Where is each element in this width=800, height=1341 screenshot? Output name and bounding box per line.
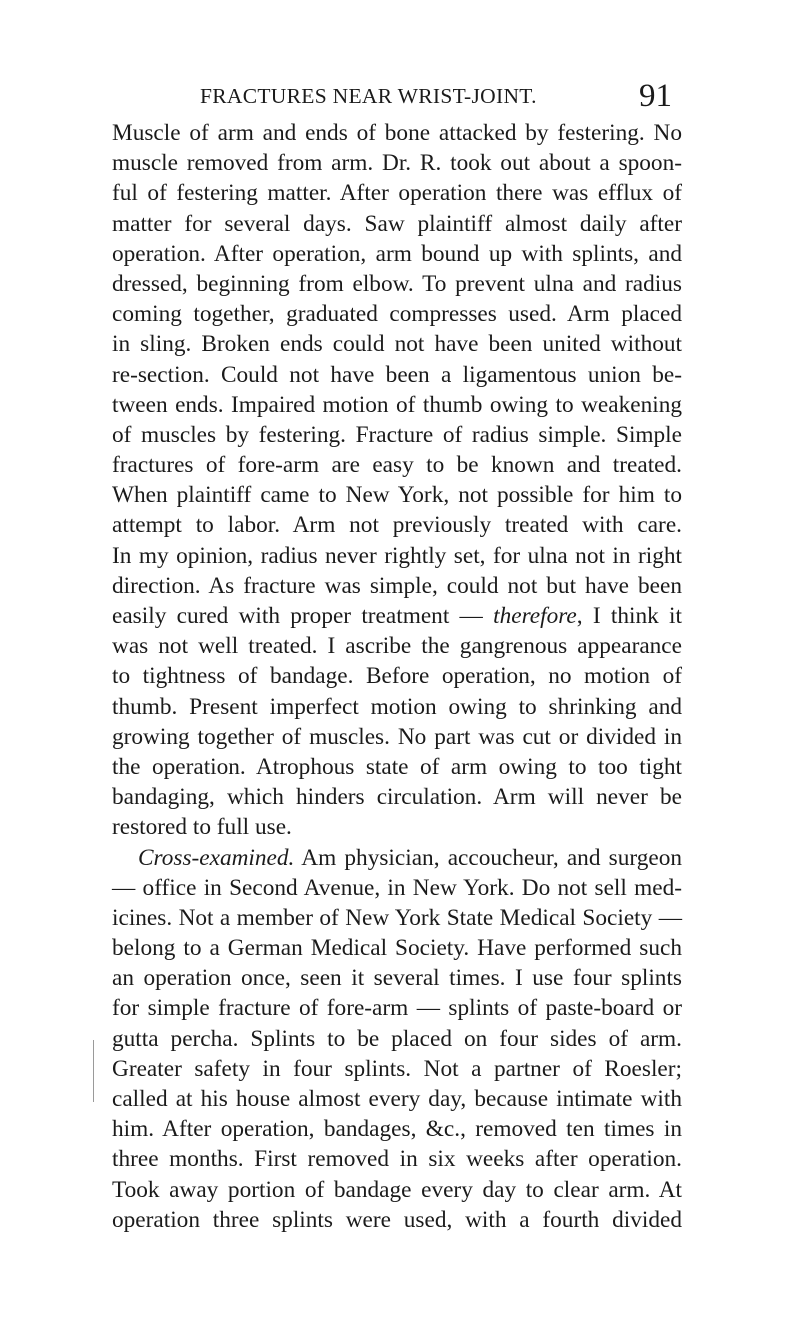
line-text: easily cured with proper treatment — [112, 603, 494, 629]
text-line [112, 1114, 682, 1144]
line-text: thumb. Present imperfect motion owing to shrinking and [112, 693, 682, 720]
line-text: fractures of fore-arm are easy to be known and treated. [112, 452, 682, 479]
line-text: Am physician, accoucheur, and surgeon [294, 844, 682, 871]
text-line [112, 843, 682, 873]
line-text: bandaging, which hinders circulation. Arm will never be [112, 784, 682, 811]
line-text: in sling. Broken ends could not have been united without [112, 331, 682, 358]
line-text: tween ends. Impaired motion of thumb owing to weakening [112, 391, 682, 418]
line-text: operation. After operation, arm bound up with splints, and [112, 240, 682, 267]
text-line [112, 873, 682, 903]
line-text: three months. First removed in six weeks after operation. [112, 1146, 682, 1173]
text-line [112, 1024, 682, 1054]
text-line [112, 541, 682, 571]
line-text: — office in Second Avenue, in New York. Do not sell med- [112, 874, 682, 901]
text-line [112, 571, 682, 601]
page-number: 91 [639, 78, 672, 114]
line-text: the operation. Atrophous state of arm owing to too tight [112, 753, 682, 780]
text-line [112, 933, 682, 963]
line-text: coming together, graduated compresses used. Arm placed [112, 301, 682, 328]
text-line [112, 812, 682, 842]
line-text: When plaintiff came to New York, not possible for him to [112, 482, 682, 509]
line-text: re-section. Could not have been a ligamentous union be- [112, 361, 682, 388]
line-text: for simple fracture of fore-arm — splints of paste-board or [112, 995, 682, 1022]
text-line [112, 390, 682, 420]
line-text: dressed, beginning from elbow. To prevent ulna and radius [112, 270, 682, 297]
text-line [112, 450, 682, 480]
line-text: belong to a German Medical Society. Have performed such [112, 935, 682, 962]
text-line [112, 752, 682, 782]
line-text: restored to full use. [112, 814, 292, 841]
text-line [112, 631, 682, 661]
text-line [112, 601, 682, 631]
line-text: gutta percha. Splints to be placed on four sides of arm. [112, 1025, 682, 1052]
running-head [112, 78, 672, 122]
margin-mark [93, 1040, 94, 1102]
line-text: Greater safety in four splints. Not a partner of Roesler; [112, 1055, 682, 1082]
text-line [112, 1054, 682, 1084]
line-text: was not well treated. I ascribe the gangrenous appearance [112, 633, 682, 660]
text-line [112, 420, 682, 450]
line-text: operation three splints were used, with a fourth divided [112, 1206, 682, 1233]
line-text: In my opinion, radius never rightly set, for ulna not in right [112, 542, 682, 569]
line-text: an operation once, seen it several times. I use four splints [112, 965, 682, 992]
text-line [112, 903, 682, 933]
running-title: FRACTURES NEAR WRIST-JOINT. [200, 84, 537, 108]
line-text: him. After operation, bandages, &c., removed ten times in [112, 1116, 682, 1143]
line-text: growing together of muscles. No part was cut or divided in [112, 723, 682, 750]
line-text: Muscle of arm and ends of bone attacked by festering. No [112, 120, 682, 146]
text-line [112, 722, 682, 752]
text-line [112, 239, 682, 269]
text-line [112, 480, 682, 510]
text-line [112, 1205, 682, 1235]
line-text: icines. Not a member of New York State Medical Society — [112, 904, 682, 931]
text-line [112, 963, 682, 993]
text-line [112, 329, 682, 359]
text-line [112, 993, 682, 1023]
line-text: ful of festering matter. After operation there was efflux of [112, 180, 682, 207]
line-text: Took away portion of bandage every day to clear arm. At [112, 1176, 682, 1203]
text-line [112, 118, 682, 148]
text-line [112, 299, 682, 329]
italic-text: Cross-examined. [138, 844, 295, 871]
line-text: called at his house almost every day, because intimate with [112, 1086, 682, 1112]
line-text: matter for several days. Saw plaintiff almost daily after [112, 210, 682, 237]
line-text: attempt to labor. Arm not previously treated with care. [112, 512, 682, 539]
body-text [112, 118, 682, 1235]
text-line [112, 510, 682, 540]
text-line [112, 692, 682, 722]
text-line [112, 148, 682, 178]
line-text: muscle removed from arm. Dr. R. took out about a spoon- [112, 150, 682, 177]
text-line [112, 360, 682, 390]
text-line [112, 1084, 682, 1114]
text-line [112, 782, 682, 812]
text-line [112, 269, 682, 299]
text-line [112, 1144, 682, 1174]
italic-text: therefore [493, 603, 577, 629]
line-text: of muscles by festering. Fracture of radius simple. Simple [112, 421, 682, 448]
text-line [112, 1175, 682, 1205]
text-line [112, 209, 682, 239]
line-text: direction. As fracture was simple, could not but have been [112, 572, 682, 599]
line-text: to tightness of bandage. Before operation, no motion of [112, 663, 682, 690]
text-line [112, 178, 682, 208]
line-text: , I think it [576, 603, 682, 629]
text-line [112, 661, 682, 691]
